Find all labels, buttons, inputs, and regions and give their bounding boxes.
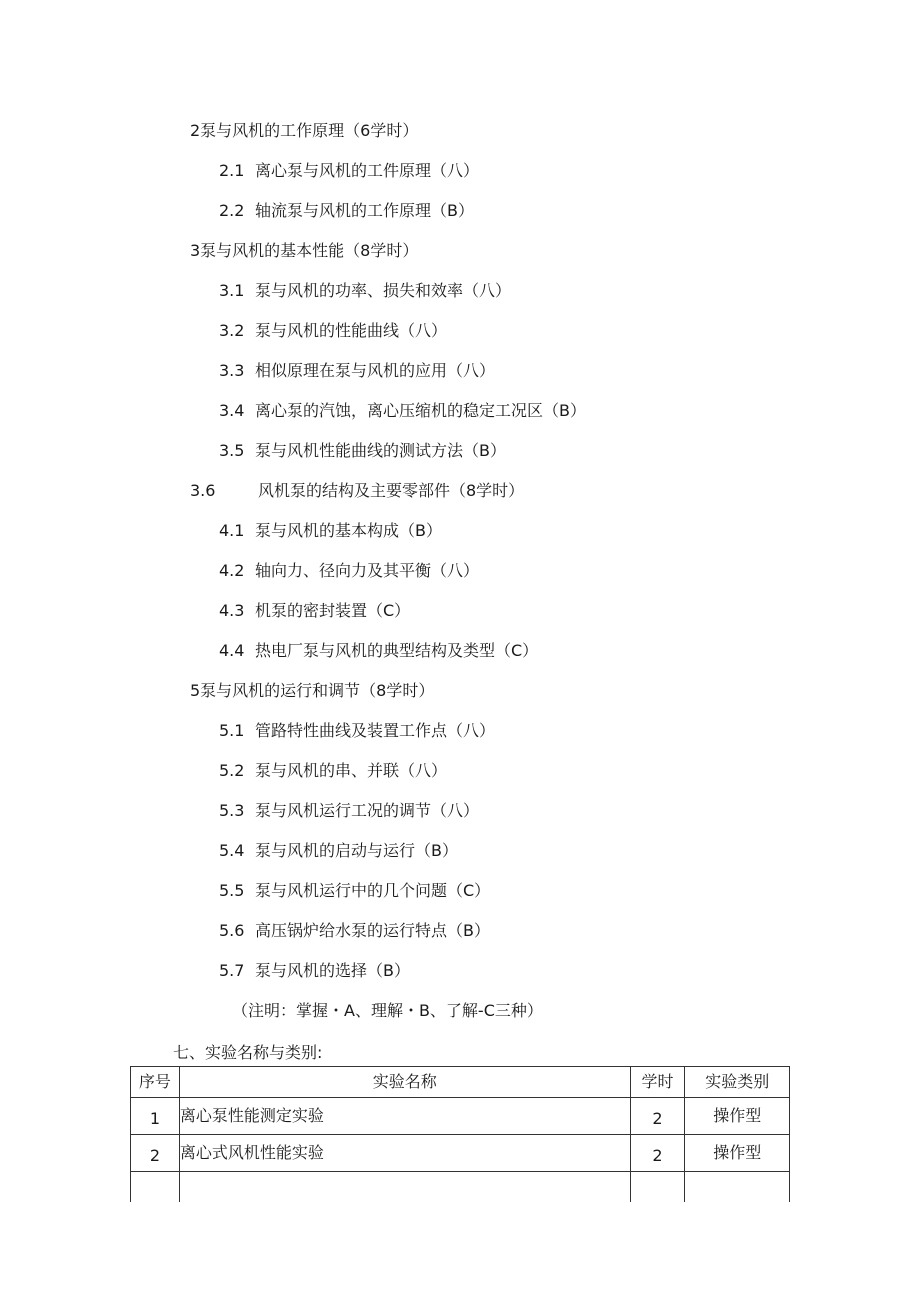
header-name: 实验名称 [179, 1067, 630, 1098]
cell-empty [131, 1172, 180, 1203]
experiments-heading: 七、实验名称与类别: [173, 1043, 323, 1062]
header-hours: 学时 [630, 1067, 685, 1098]
section-3-heading: 3泵与风机的基本性能（8学时） [190, 241, 419, 260]
item-3-2: 3.2 泵与风机的性能曲线（八） [219, 321, 448, 340]
experiments-table [130, 1066, 790, 1202]
cell-no: 2 [131, 1135, 180, 1172]
grading-note: （注明：掌握・A、理解・B、了解-C三种） [232, 1001, 543, 1020]
item-5-3: 5.3 泵与风机运行工况的调节（八） [219, 801, 480, 820]
item-3-4: 3.4 离心泵的汽蚀，离心压缩机的稳定工况区（B） [219, 401, 586, 420]
item-3-5: 3.5 泵与风机性能曲线的测试方法（B） [219, 441, 506, 460]
cell-name: 离心式风机性能实验 [179, 1135, 630, 1172]
table-row [131, 1098, 790, 1135]
item-2-1: 2.1 离心泵与风机的工件原理（八） [219, 161, 480, 180]
item-5-1: 5.1 管路特性曲线及装置工作点（八） [219, 721, 496, 740]
item-3-3: 3.3 相似原理在泵与风机的应用（八） [219, 361, 496, 380]
item-4-2: 4.2 轴向力、径向力及其平衡（八） [219, 561, 480, 580]
section-5-heading: 5泵与风机的运行和调节（8学时） [190, 681, 435, 700]
item-4-4: 4.4 热电厂泵与风机的典型结构及类型（C） [219, 641, 539, 660]
header-no: 序号 [131, 1067, 180, 1098]
item-5-7: 5.7 泵与风机的选择（B） [219, 961, 410, 980]
item-5-6: 5.6 高压锅炉给水泵的运行特点（B） [219, 921, 490, 940]
item-3-1: 3.1 泵与风机的功率、损失和效率（八） [219, 281, 512, 300]
item-5-5: 5.5 泵与风机运行中的几个问题（C） [219, 881, 491, 900]
header-type: 实验类别 [685, 1067, 790, 1098]
table-row [131, 1135, 790, 1172]
cell-type: 操作型 [685, 1098, 790, 1135]
section-2-heading: 2泵与风机的工作原理（6学时） [190, 121, 419, 140]
cell-empty [685, 1172, 790, 1203]
table-header-row [131, 1067, 790, 1098]
cell-type: 操作型 [685, 1135, 790, 1172]
item-4-1: 4.1 泵与风机的基本构成（B） [219, 521, 442, 540]
section-3-6-heading: 3.6 风机泵的结构及主要零部件（8学时） [190, 481, 525, 500]
cell-empty [179, 1172, 630, 1203]
item-4-3: 4.3 机泵的密封装置（C） [219, 601, 411, 620]
table-row-empty [131, 1172, 790, 1203]
cell-hours: 2 [630, 1135, 685, 1172]
item-5-4: 5.4 泵与风机的启动与运行（B） [219, 841, 458, 860]
cell-no: 1 [131, 1098, 180, 1135]
cell-hours: 2 [630, 1098, 685, 1135]
item-5-2: 5.2 泵与风机的串、并联（八） [219, 761, 448, 780]
cell-empty [630, 1172, 685, 1203]
item-2-2: 2.2 轴流泵与风机的工作原理（B） [219, 201, 474, 220]
cell-name: 离心泵性能测定实验 [179, 1098, 630, 1135]
